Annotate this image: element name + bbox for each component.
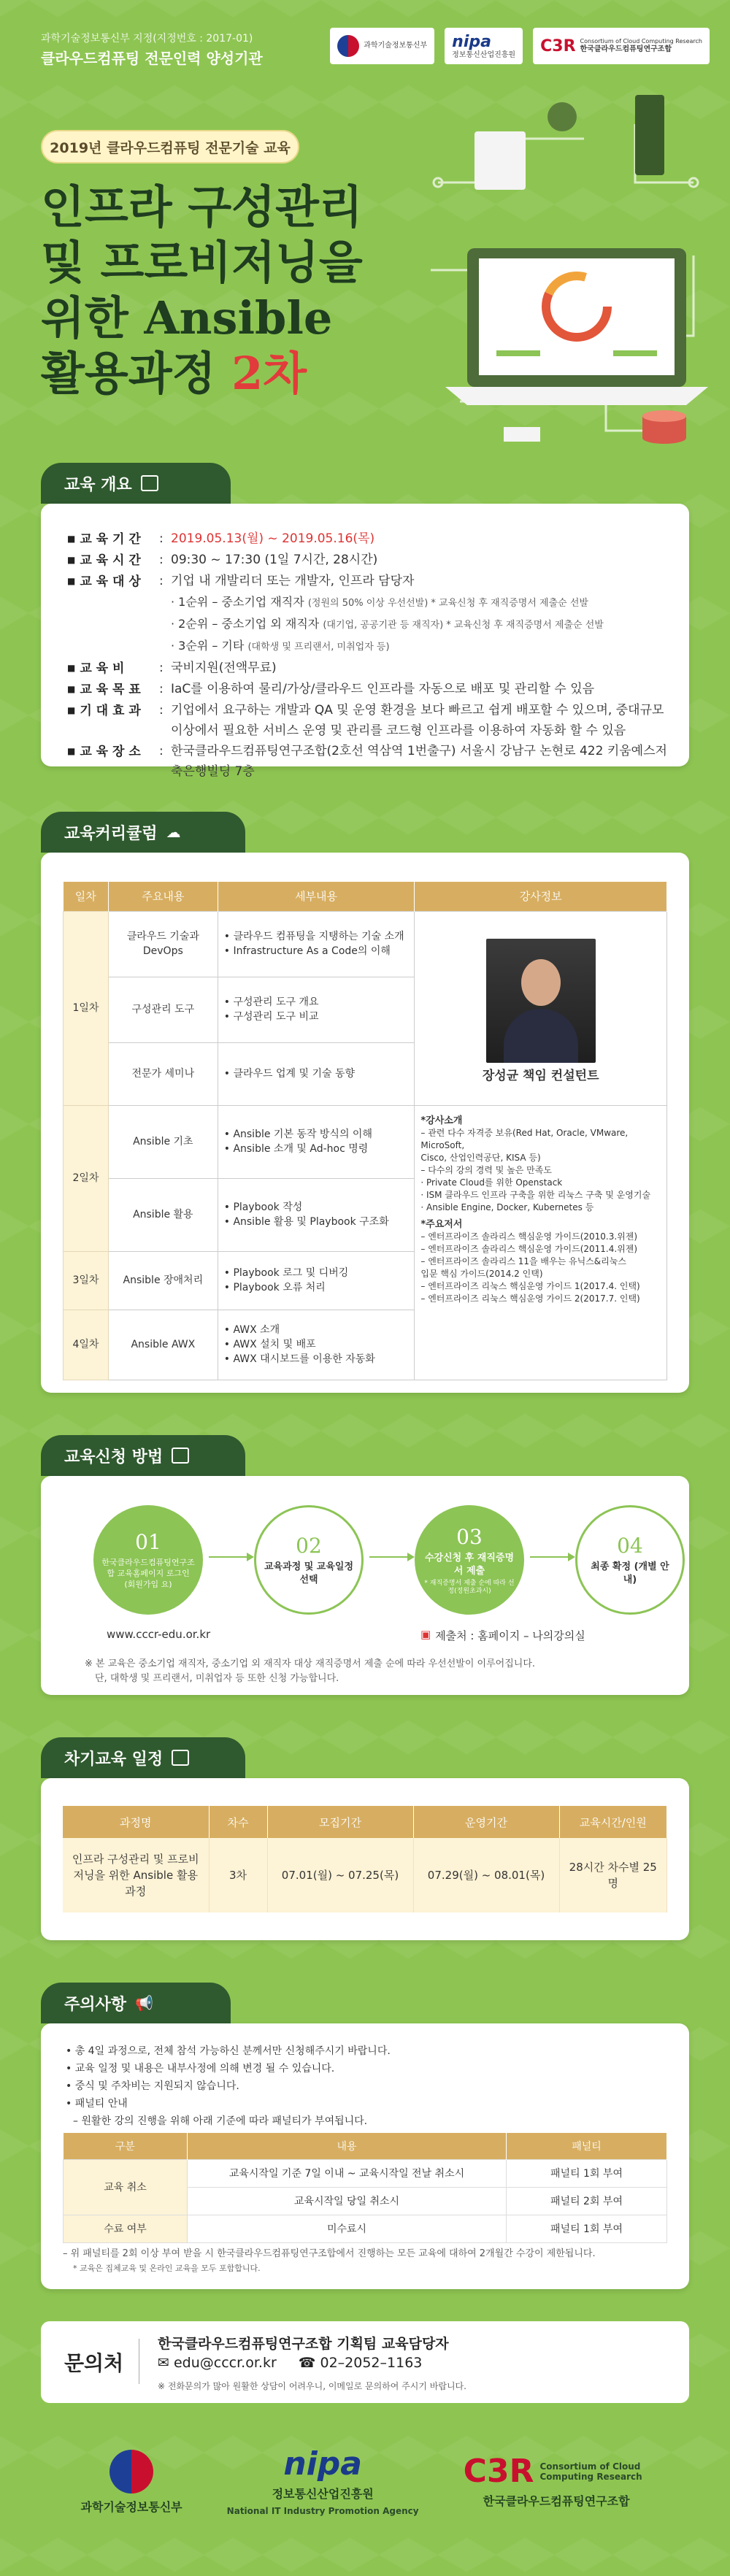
footer-logos <box>0 2438 730 2526</box>
overview-row: ■ 교 육 비 : 국비지원(전액무료) <box>67 658 667 679</box>
submit-info: ▣ 제출처 : 홈페이지 – 나의강의실 <box>420 1628 585 1642</box>
arrow-icon <box>209 1556 253 1558</box>
table-row: Ansible 활용 • Playbook 작성 • Ansible 활용 및 Playbook 구조화 <box>64 1178 667 1251</box>
instructor-info: *강사소개 – 관련 다수 자격증 보유(Red Hat, Oracle, VMware, MicroSoft, Cisco, 산업인력공단, KISA 등) – 다수의 강의 경력 및 높은 만족도 · Private Cloud를 위한 Openstack · ISM 클라우드 인프라 구축을 위한 리눅스 구축 및 운영기술 · Ansible Engine, Docker, Kubernetes 등 *주요저서 – 엔터프라이즈 솔라리스 핵심운영 가이드(2010.3.위젠) – 엔터프라이즈 솔라리스 핵심운영 가이드(2011.4.위젠) – 엔터프라이즈 솔라리스 11을 배우는 유닉스&리눅스 입문 핵심 가이드(2014.2 인택) – 엔터프라이즈 리눅스 핵심운영 가이드 1(2017.4. 인택) – 엔터프라이즈 리눅스 핵심운영 가이드 2(2017.7. 인택) <box>415 1105 667 1380</box>
apply-title: 교육신청 방법 <box>41 1435 245 1476</box>
contact-phone[interactable]: 02–2052–1163 <box>320 2355 423 2371</box>
apply-url[interactable]: www.cccr-edu.or.kr <box>107 1628 211 1641</box>
year-badge: 2019년 클라우드컴퓨팅 전문기술 교육 <box>41 130 299 164</box>
overview-row: ■ 기 대 효 과 : 기업에서 요구하는 개발과 QA 및 운영 환경을 보다 빠르고 쉽게 배포할 수 있으며, 중대규모 이상에서 필요한 서비스 운영 및 관리를 코드형 인프라를 이용하여 자동화 할 수 있음 <box>67 700 667 741</box>
megaphone-icon: 📢 <box>135 1994 153 2012</box>
step-1: 01 한국클라우드컴퓨팅연구조합 교육홈페이지 로그인 (회원가입 요) <box>93 1505 203 1615</box>
document-icon <box>141 475 158 491</box>
round-accent: 2차 <box>231 347 307 400</box>
top-logos <box>330 28 710 64</box>
target-sub: · 1순위 – 중소기업 재직자 (정원의 50% 이상 우선선발) * 교육신청 후 재직증명서 제출순 선발 <box>171 595 588 609</box>
nipa-logo: nipa 정보통신산업진흥원 <box>445 28 523 64</box>
table-row: 1일차 클라우드 기술과 DevOps • 클라우드 컴퓨팅을 지탱하는 기술 소개 • Infrastructure As a Code의 이해 장성균 책임 컨설턴트 <box>64 911 667 977</box>
table-row: 인프라 구성관리 및 프로비저닝을 위한 Ansible 활용과정 3차 07.01(월) ~ 07.25(목) 07.29(월) ~ 08.01(목) 28시간 차수별 25명 <box>63 1838 667 1912</box>
schedule-table: 과정명 차수 모집기간 운영기간 교육시간/인원 인프라 구성관리 및 프로비저닝을 위한 Ansible 활용과정 3차 07.01(월) ~ 07.25(목) 07.29(월) ~ 08.01(목) 28시간 차수별 25명 <box>63 1806 667 1912</box>
table-row: 3일차 Ansible 장애처리 • Playbook 로그 및 디버깅 • Playbook 오류 처리 <box>64 1251 667 1310</box>
penalty-table: 구분 내용 패널티 교육 취소 교육시작일 기준 7일 이내 ~ 교육시작일 전날 취소시 패널티 1회 부여 교육시작일 당일 취소시 패널티 2회 부여 수료 여부 미수료시 패널티 1회 부여 <box>63 2133 667 2243</box>
instructor-name: 장성균 책임 컨설턴트 <box>482 1068 599 1083</box>
msit-logo: 과학기술정보통신부 <box>330 28 434 64</box>
laptop-illustration <box>416 95 723 460</box>
step-2: 02 교육과정 및 교육일정 선택 <box>254 1505 364 1615</box>
overview-row: ■ 교 육 장 소 : 한국클라우드컴퓨팅연구조합(2호선 역삼역 1번출구) 서울시 강남구 논현로 422 키움예스저축은행빌딩 7층 <box>67 741 667 782</box>
instructor-photo <box>486 939 596 1063</box>
curriculum-title: 교육커리큘럼 ☁ <box>41 812 245 853</box>
arrow-icon <box>530 1556 574 1558</box>
designation-text: 과학기술정보통신부 지정(지정번호 : 2017-01) <box>41 33 253 45</box>
overview-title: 교육 개요 <box>41 463 231 504</box>
schedule-card <box>41 1778 689 1940</box>
notice-foot: – 위 패널티를 2회 이상 부여 받을 시 한국클라우드컴퓨팅연구조합에서 진행하는 모든 교육에 대하여 2개월간 수강이 제한됩니다. * 교육은 집체교육 및 온라인 교육을 모두 포함합니다. <box>63 2248 596 2273</box>
schedule-title: 차기교육 일정 <box>41 1737 245 1778</box>
mail-icon: ✉ <box>158 2355 169 2371</box>
header <box>0 0 730 80</box>
course-title: 인프라 구성관리 및 프로비저닝을 위한 Ansible 활용과정 2차 <box>41 180 363 400</box>
notice-list: • 총 4일 과정으로, 전체 참석 가능하신 분께서만 신청해주시기 바랍니다. • 교육 일정 및 내용은 내부사정에 의해 변경 될 수 있습니다. • 중식 및 주차비는 지원되지 않습니다. • 패널티 안내 – 원활한 강의 진행을 위해 아래 기준에 따라 패널티가 부여됩니다. <box>66 2045 391 2127</box>
curriculum-table: 일차 주요내용 세부내용 강사정보 1일차 클라우드 기술과 DevOps • 클라우드 컴퓨팅을 지탱하는 기술 소개 • Infrastructure As a Code의 이해 장성균 책임 컨설턴트 구성관리 도구 • 구성관리 도구 개요 • 구성관리 도구 비교 전문가 세미나 • 클라우드 업계 및 기술 동향 2일차 Ansible 기초 • Ansible 기본 동작 방식의 이해 • Ansible 소개 및 Ad-hoc 명령 *강사소개 – 관련 다수 자격증 보유(Red Hat, Oracle, VMware, MicroSoft, Cisco, 산업인력공단, KISA 등) – 다수의 강의 경력 및 높은 만족도 · Private Cloud를 위한 Openstack · ISM 클라우드 인프라 구축을 위한 리눅스 구축 및 운영기술 · Ansible Engine, Docker, Kubernetes 등 *주요저서 – 엔터프라이즈 솔라리스 핵심운영 가이드(2010.3.위젠) – 엔터프라이즈 솔라리스 핵심운영 가이드(2011.4.위젠) – 엔터프라이즈 솔라리스 11을 배우는 유닉스&리눅스 입문 핵심 가이드(2014.2 인택) – 엔터프라이즈 리눅스 핵심운영 가이드 1(2017.4. 인택) – 엔터프라이즈 리눅스 핵심운영 가이드 2(2017.7. 인택) Ansible 활용 • Playbook 작성 • Ansible 활용 및 Playbook 구조화 3일차 Ansible 장애처리 • Playbook 로그 및 디버깅 • Playbook 오류 처리 4일차 Ansible AWX • AWX 소개 • AWX 설치 및 배포 • AWX 대시보드를 이용한 자동화 <box>63 882 667 1380</box>
overview-card <box>41 504 689 779</box>
notice-title: 주의사항 📢 <box>41 1983 231 2023</box>
c3r-logo: C3R Consortium of Cloud Computing Research 한국클라우드컴퓨팅연구조합 <box>533 28 710 64</box>
apply-steps <box>79 1505 669 1622</box>
table-row: 수료 여부 미수료시 패널티 1회 부여 <box>64 2215 667 2242</box>
phone-icon: ☎ <box>298 2355 316 2371</box>
target-sub: · 2순위 – 중소기업 외 재직자 (대기업, 공공기관 등 재직자) * 교육신청 후 재직증명서 제출순 선발 <box>171 617 604 631</box>
curriculum-card <box>41 853 689 1393</box>
c3r-footer-logo: C3R Consortium of Cloud Computing Research 한국클라우드컴퓨팅연구조합 <box>463 2452 642 2508</box>
overview-row: ■ 교 육 대 상 : 기업 내 개발리더 또는 개발자, 인프라 담당자 <box>67 571 667 592</box>
apply-card <box>41 1476 689 1695</box>
taeguk-icon <box>110 2450 153 2494</box>
table-row: 2일차 Ansible 기초 • Ansible 기본 동작 방식의 이해 • Ansible 소개 및 Ad-hoc 명령 *강사소개 – 관련 다수 자격증 보유(Red Hat, Oracle, VMware, MicroSoft, Cisco, 산업인력공단, KISA 등) – 다수의 강의 경력 및 높은 만족도 · Private Cloud를 위한 Openstack · ISM 클라우드 인프라 구축을 위한 리눅스 구축 및 운영기술 · Ansible Engine, Docker, Kubernetes 등 *주요저서 – 엔터프라이즈 솔라리스 핵심운영 가이드(2010.3.위젠) – 엔터프라이즈 솔라리스 핵심운영 가이드(2011.4.위젠) – 엔터프라이즈 솔라리스 11을 배우는 유닉스&리눅스 입문 핵심 가이드(2014.2 인택) – 엔터프라이즈 리눅스 핵심운영 가이드 1(2017.4. 인택) – 엔터프라이즈 리눅스 핵심운영 가이드 2(2017.7. 인택) <box>64 1105 667 1178</box>
step-3: 03 수강신청 후 재직증명서 제출 * 재직증명서 제출 순에 따라 선정(정원초과시) <box>415 1505 524 1615</box>
arrow-icon <box>369 1556 413 1558</box>
notice-card <box>41 2023 689 2289</box>
contact-email[interactable]: edu@cccr.or.kr <box>173 2355 277 2371</box>
table-row: 구성관리 도구 • 구성관리 도구 개요 • 구성관리 도구 비교 <box>64 977 667 1042</box>
overview-row: ■ 교 육 시 간 : 09:30 ~ 17:30 (1일 7시간, 28시간) <box>67 550 667 571</box>
calendar-icon <box>172 1750 189 1766</box>
table-row: 4일차 Ansible AWX • AWX 소개 • AWX 설치 및 배포 • AWX 대시보드를 이용한 자동화 <box>64 1310 667 1380</box>
monitor-icon <box>172 1447 189 1464</box>
target-sub: · 3순위 – 기타 (대학생 및 프리랜서, 미취업자 등) <box>171 639 390 653</box>
msit-footer-logo: 과학기술정보통신부 <box>81 2450 182 2515</box>
overview-list <box>67 528 667 782</box>
nipa-footer-logo: nipa 정보통신산업진흥원 National IT Industry Promotion Agency <box>226 2445 419 2516</box>
image-icon: ▣ <box>420 1628 431 1641</box>
table-row: 교육 취소 교육시작일 기준 7일 이내 ~ 교육시작일 전날 취소시 패널티 1회 부여 <box>64 2159 667 2187</box>
contact-box: 문의처 한국클라우드컴퓨팅연구조합 기획팀 교육담당자 ✉ edu@cccr.or.kr ☎ 02–2052–1163 ※ 전화문의가 많아 원활한 상담이 어려우니, 이메일로 문의하여 주시기 바랍니다. <box>41 2321 689 2403</box>
overview-row: ■ 교 육 기 간 : 2019.05.13(월) ~ 2019.05.16(목) <box>67 528 667 550</box>
org-text: 클라우드컴퓨팅 전문인력 양성기관 <box>41 50 263 67</box>
table-row: 전문가 세미나 • 클라우드 업계 및 기술 동향 <box>64 1042 667 1105</box>
table-row: 교육시작일 당일 취소시 패널티 2회 부여 <box>64 2187 667 2215</box>
apply-note: ※ 본 교육은 중소기업 재직자, 중소기업 외 재직자 대상 재직증명서 제출 순에 따라 우선선발이 이루어집니다. 단, 대학생 및 프리랜서, 미취업자 등 또한 신청 가능합니다. <box>85 1658 536 1684</box>
taeguk-icon <box>337 35 359 57</box>
cloud-icon: ☁ <box>166 823 181 841</box>
overview-row: ■ 교 육 목 표 : IaC를 이용하여 물리/가상/클라우드 인프라를 자동으로 배포 및 관리할 수 있음 <box>67 679 667 700</box>
step-4: 04 최종 확정 (개별 안내) <box>575 1505 685 1615</box>
